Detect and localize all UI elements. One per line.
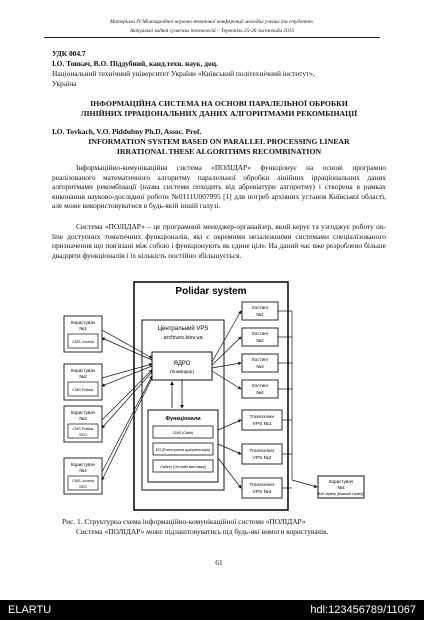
hosting-number: №2 [256, 338, 264, 343]
core-label: ЯДРО [173, 361, 191, 367]
user-external-num: №4 [337, 485, 345, 490]
authors-ua: І.О. Товкач, В.О. Піддубний, канд.техн. наук, доц. [52, 59, 218, 68]
hosting-number: №4 [256, 390, 264, 395]
user-cms-label: SEO [78, 433, 88, 437]
user-number: №3 [79, 416, 87, 421]
user-title: Користувач [70, 320, 96, 325]
transceiver-box [242, 410, 282, 430]
paragraph-3: Система «ПОЛІДАР» може підлаштовуватись під будь-які вимоги користувачів. [76, 527, 329, 536]
affiliation-line1: Національний технічний університет України «Київський політехнічний інститут», [52, 69, 315, 78]
title-en-line1: INFORMATION SYSTEM BASED ON PARALLEL PROCESSING LINEAR [88, 137, 350, 146]
repository-footer [0, 600, 424, 620]
figure-caption: Рис. 1. Структурна схема інформаційно-комунікаційної системи «ПОЛІДАР» [62, 517, 306, 526]
user-cms-label: SEO [78, 485, 88, 489]
conference-header-line2: Актуальні задачі сучасних технологій – Тернопіль 25-26 листопада 2015 [129, 28, 295, 34]
user-cms-label: CMS Joomla [72, 479, 94, 483]
title-ua-line1: ІНФОРМАЦІЙНА СИСТЕМА НА ОСНОВІ ПАРАЛЕЛЬНОЇ ОБРОБКИ [90, 99, 348, 108]
footer-repository-name: ELARTU [8, 604, 52, 616]
transceiver-number: VPS №1 [252, 422, 272, 427]
page-number: 61 [215, 558, 223, 567]
user-cms-label: CMS Polidar [72, 427, 94, 431]
user-number: №1 [79, 326, 87, 331]
transceiver-box [242, 478, 282, 498]
polidar-system-diagram [56, 280, 374, 515]
transceiver-number: VPS №2 [252, 456, 272, 461]
user-title: Користувач [70, 410, 96, 415]
hosting-number: №1 [256, 312, 264, 317]
transceiver-title: Transceiver [249, 415, 275, 420]
user-external-title: Користувач [328, 479, 354, 484]
functional-item-label: ED (Електронна документація) [155, 448, 211, 452]
user-title: Користувач [70, 462, 96, 467]
user-external-note: Веб сервер (власний сервер) [317, 492, 365, 496]
hosting-number: №3 [256, 364, 264, 369]
hosting-title: Хостинг [251, 357, 269, 362]
functional-item-label: Gallery (Онлайн виставка) [160, 465, 206, 469]
transceiver-title: Transceiver [249, 449, 275, 454]
user-cms-label: CMS Polidar [72, 388, 94, 392]
udk-code: УДК 004.7 [52, 49, 86, 58]
affiliation-line2: Україна [52, 79, 77, 88]
title-ua-line2: ЛІНІЙНИХ ІРРАЦІОНАЛЬНИХ ДАНИХ АЛГОРИТМАМИ РЕКОМБІНАЦІЇ [80, 109, 358, 118]
central-vps-title: Центральний VPS [157, 326, 209, 332]
transceiver-title: Transceiver [249, 483, 275, 488]
title-en-line2: IRRATIONAL THESE ALGORITHMS RECOMBINATION [116, 147, 322, 156]
paragraph-1: Інформаційно-комунікаційна система «ПОЛІДАР» функціонує на основі програмно реалізованого математичного алгоритму паралельної обробки лінійних ірраціональних даних алгоритмами рекомбінації (назва системи походить від абревіатури алгоритму) і створена в рамках виконання науково-дослідної роботи №0111U007995 [1] для потреб архівних установ Київської області, але може використовуватися в будь-якій іншій галузі. [52, 163, 386, 211]
user-number: №4 [79, 468, 87, 473]
user-title: Користувач [70, 368, 96, 373]
central-vps-host: archives.kiev.ua [163, 335, 203, 341]
hosting-title: Хостинг [251, 383, 269, 388]
user-number: №2 [79, 374, 87, 379]
hosting-title: Хостинг [251, 305, 269, 310]
transceiver-box [242, 444, 282, 464]
core-sub-label: (Командер) [170, 369, 194, 374]
hosting-title: Хостинг [251, 331, 269, 336]
functional-item-label: CMS (Caliri) [172, 431, 194, 435]
user-cms-label: CMS Joomla [72, 340, 94, 344]
footer-handle-link[interactable]: hdl:123456789/11067 [310, 604, 416, 616]
conference-header-line1: Матеріали IV Міжнародної науково-технічної конференції молодих учених та студентів. [110, 19, 314, 25]
transceiver-number: VPS №3 [252, 490, 272, 495]
paragraph-2: Система «ПОЛІДАР» – це програмний менеджер-органайзер, який керує та узгоджує роботу on-line доступних тематичних функціоналів, які є окремими незалежними системами спеціалізованого призначення що пов'язані між собою і функціонують як єдине ціле. На даний час вже розроблено більше двадцяти функціоналів і їх кількість постійно збільшується. [52, 222, 386, 260]
polidar-system-frame [134, 282, 288, 510]
diagram-title: Polidar system [175, 286, 247, 297]
header-rule [44, 37, 380, 38]
functionals-title: Функціонали [165, 416, 201, 422]
authors-en: I.O. Tovkach, V.O. Piddubny Ph.D, Assoc. Prof. [52, 127, 202, 136]
